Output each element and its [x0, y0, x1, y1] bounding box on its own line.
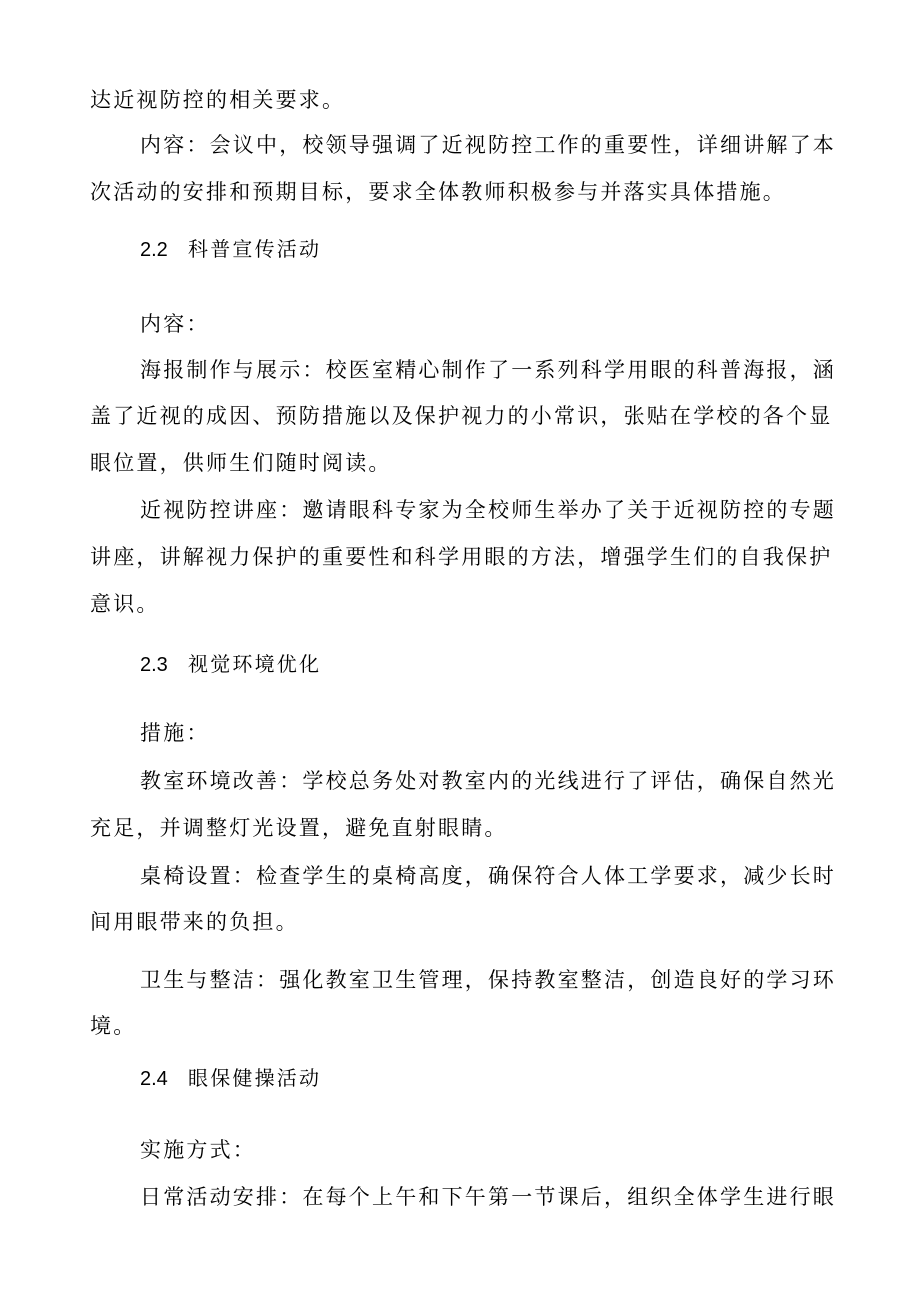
section-title: 科普宣传活动 — [188, 237, 322, 261]
section-number: 2.4 — [140, 1068, 168, 1090]
section-number: 2.2 — [140, 239, 168, 261]
section-title: 眼保健操活动 — [188, 1066, 322, 1090]
section-number: 2.3 — [140, 654, 168, 676]
section-title: 视觉环境优化 — [188, 652, 322, 676]
paragraph-line: 次活动的安排和预期目标，要求全体教师积极参与并落实具体措施。 — [90, 180, 786, 204]
paragraph-line: 教室环境改善：学校总务处对教室内的光线进行了评估，确保自然光 — [140, 769, 836, 793]
section-heading — [140, 235, 321, 264]
paragraph-line: 措施： — [140, 721, 210, 745]
paragraph-line: 实施方式： — [140, 1138, 256, 1162]
paragraph-line: 内容：会议中，校领导强调了近视防控工作的重要性，详细讲解了本 — [140, 133, 836, 157]
paragraph-line: 卫生与整洁：强化教室卫生管理，保持教室整洁，创造良好的学习环 — [140, 968, 836, 992]
paragraph-line: 意识。 — [90, 592, 160, 616]
paragraph-line: 日常活动安排：在每个上午和下午第一节课后，组织全体学生进行眼 — [140, 1185, 836, 1209]
section-heading — [140, 1064, 321, 1093]
paragraph-line: 桌椅设置：检查学生的桌椅高度，确保符合人体工学要求，减少长时 — [140, 864, 836, 888]
paragraph-line: 境。 — [90, 1014, 137, 1038]
paragraph-line: 盖了近视的成因、预防措施以及保护视力的小常识，张贴在学校的各个显 — [90, 404, 833, 428]
paragraph-line: 眼位置，供师生们随时阅读。 — [90, 451, 392, 475]
paragraph-line: 讲座，讲解视力保护的重要性和科学用眼的方法，增强学生们的自我保护 — [90, 545, 833, 569]
paragraph-line: 海报制作与展示：校医室精心制作了一系列科学用眼的科普海报，涵 — [140, 358, 836, 382]
paragraph-line: 达近视防控的相关要求。 — [90, 88, 346, 112]
paragraph-line: 充足，并调整灯光设置，避免直射眼睛。 — [90, 816, 508, 840]
paragraph-line: 间用眼带来的负担。 — [90, 910, 299, 934]
paragraph-line: 内容： — [140, 312, 210, 336]
section-heading — [140, 650, 321, 679]
paragraph-line: 近视防控讲座：邀请眼科专家为全校师生举办了关于近视防控的专题 — [140, 498, 836, 522]
